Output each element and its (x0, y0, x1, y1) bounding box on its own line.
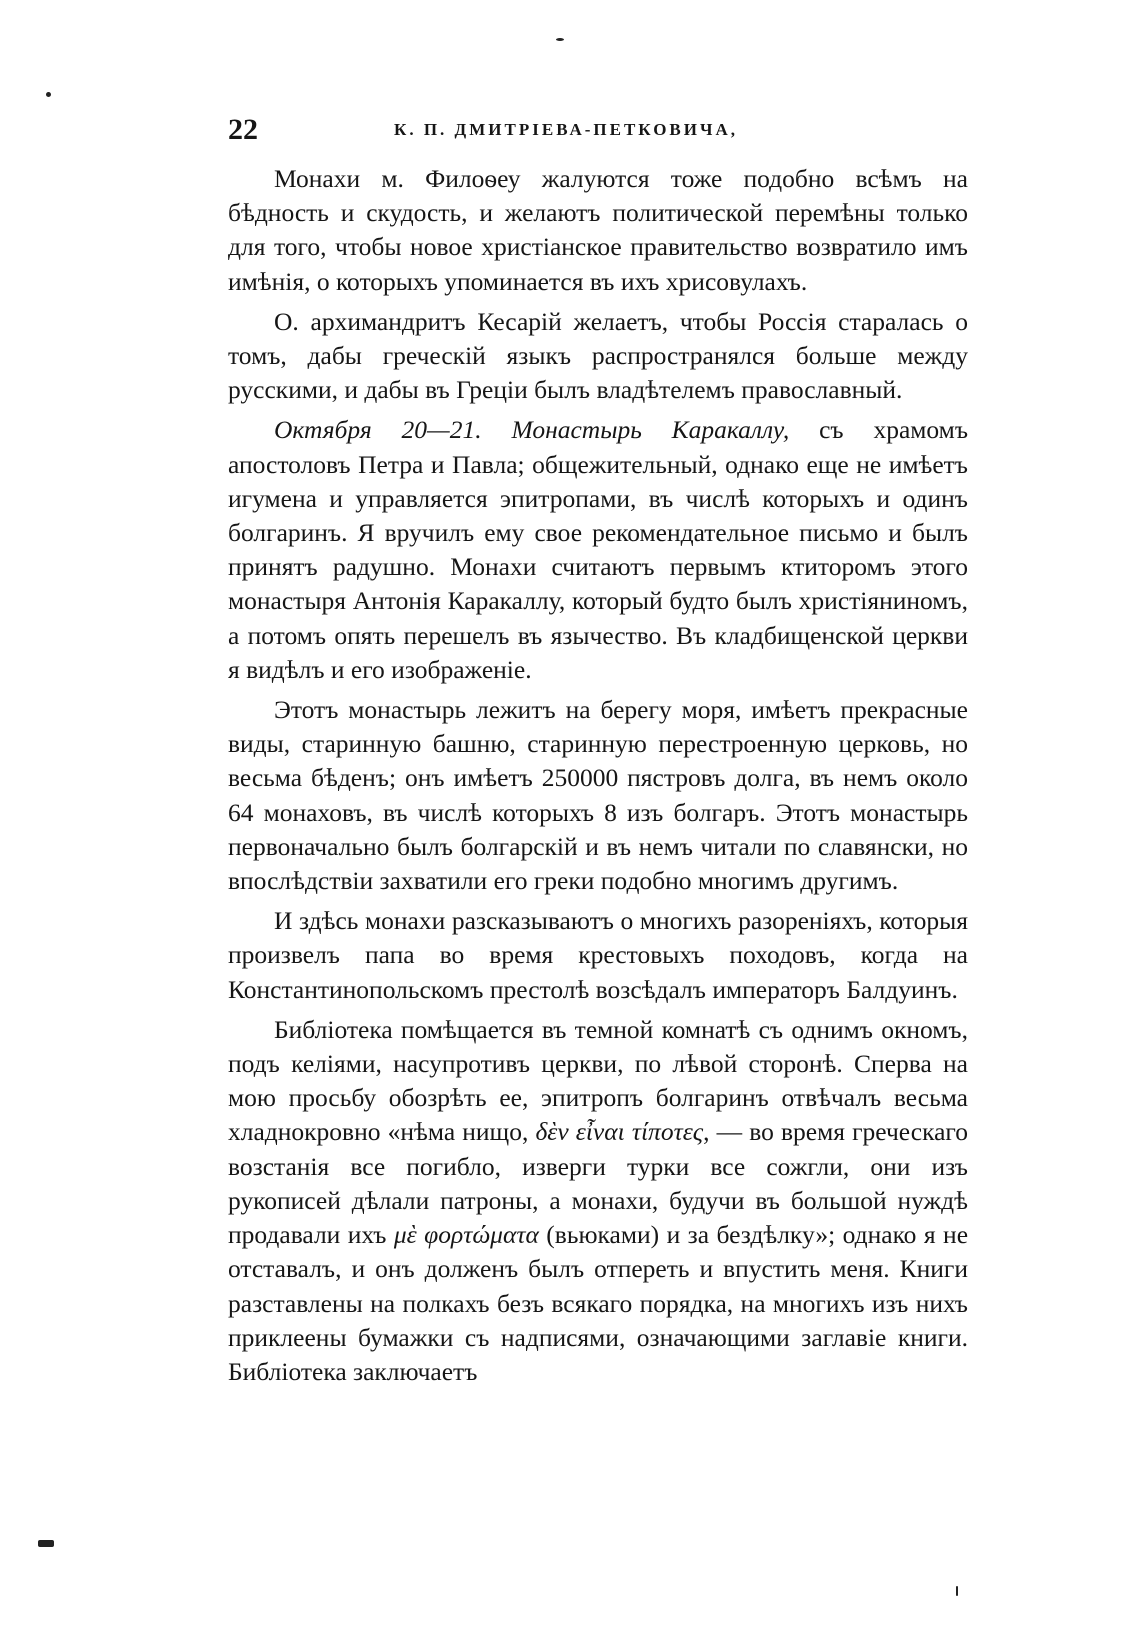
greek-phrase-2: μὲ φορτώματα (393, 1220, 539, 1250)
greek-phrase-1: δὲν εἶναι τίποτες (535, 1117, 704, 1147)
paragraph-4 (228, 693, 968, 898)
running-title: К. П. ДМИТРІЕВА-ПЕТКОВИЧА, (394, 120, 738, 139)
paragraph-5 (228, 904, 968, 1007)
paragraph-2-text: О. архимандритъ Кесарій желаетъ, чтобы Россія старалась о томъ, дабы греческій языкъ распространялся больше между русскими, и дабы въ Греціи былъ владѣтелемъ православный. (228, 306, 968, 405)
paragraph-5-text: И здѣсь монахи разсказываютъ о многихъ разореніяхъ, которыя произвелъ папа во время крестовыхъ походовъ, когда на Константинопольскомъ престолѣ возсѣдалъ императоръ Балдуинъ. (228, 906, 968, 1004)
paragraph-1-text: Монахи м. Филоѳеу жалуются тоже подобно всѣмъ на бѣдность и скудость, и желаютъ политической перемѣны только для того, чтобы новое христіанское правительство возвратило имъ имѣнія, о которыхъ упоминается въ ихъ хрисовулахъ. (228, 164, 968, 296)
paragraph-4-text: Этотъ монастырь лежитъ на берегу моря, имѣетъ прекрасные виды, старинную башню, старинную перестроенную церковь, но весьма бѣденъ; онъ имѣетъ 250000 пястровъ долга, въ немъ около 64 монаховъ, въ числѣ которыхъ 8 изъ болгаръ. Этотъ монастырь первоначально былъ болгарскій и въ немъ читали по славянски, но впослѣдствіи захватили его греки подобно многимъ другимъ. (228, 695, 968, 896)
body-text (228, 162, 968, 1389)
paragraph-6-text-after: (вьюками) и за бездѣлку»; однако я не отставалъ, и онъ долженъ былъ отпереть и впустить меня. Книги разставлены на полкахъ безъ всякаго порядка, на многихъ изъ нихъ приклеены бумажки съ надписями, означающими заглавіе книги. Библіотека заключаетъ (228, 1220, 969, 1386)
page-header (228, 112, 968, 148)
scan-speck-left (46, 92, 51, 97)
paragraph-6-text-middle: , — во время греческаго возстанія все погибло, изверги турки все сожгли, они изъ рукописей дѣлали патроны, а монахи, будучи въ большой нуждѣ продавали ихъ (228, 1117, 968, 1250)
scan-speck-top (556, 38, 564, 41)
paragraph-3 (228, 413, 968, 687)
date-heading: Октября 20—21. Монастырь Каракаллу, (274, 415, 790, 445)
paragraph-2 (228, 305, 968, 408)
page-number: 22 (228, 113, 258, 146)
paragraph-3-text: съ храмомъ апостоловъ Петра и Павла; общежительный, однако еще не имѣетъ игумена и управляется эпитропами, въ числѣ которыхъ и одинъ болгаринъ. Я вручилъ ему свое рекомендательное письмо и былъ принятъ радушно. Монахи считаютъ первымъ ктиторомъ этого монастыря Антонія Каракаллу, который будто былъ христіяниномъ, а потомъ опять перешелъ въ язычество. Въ кладбищенской церкви я видѣлъ и его изображеніе. (228, 415, 969, 684)
scan-speck-bottom-left (38, 1540, 54, 1547)
paragraph-1 (228, 162, 968, 299)
paragraph-6-text-before: Библіотека помѣщается въ темной комнатѣ съ однимъ окномъ, подъ келіями, насупротивъ церкви, по лѣвой сторонѣ. Сперва на мою просьбу обозрѣть ее, эпитропъ болгаринъ отвѣчалъ весьма хладнокровно «нѣма нищо, (228, 1014, 968, 1147)
scan-speck-bottom-right (956, 1586, 958, 1596)
paragraph-6 (228, 1013, 968, 1389)
